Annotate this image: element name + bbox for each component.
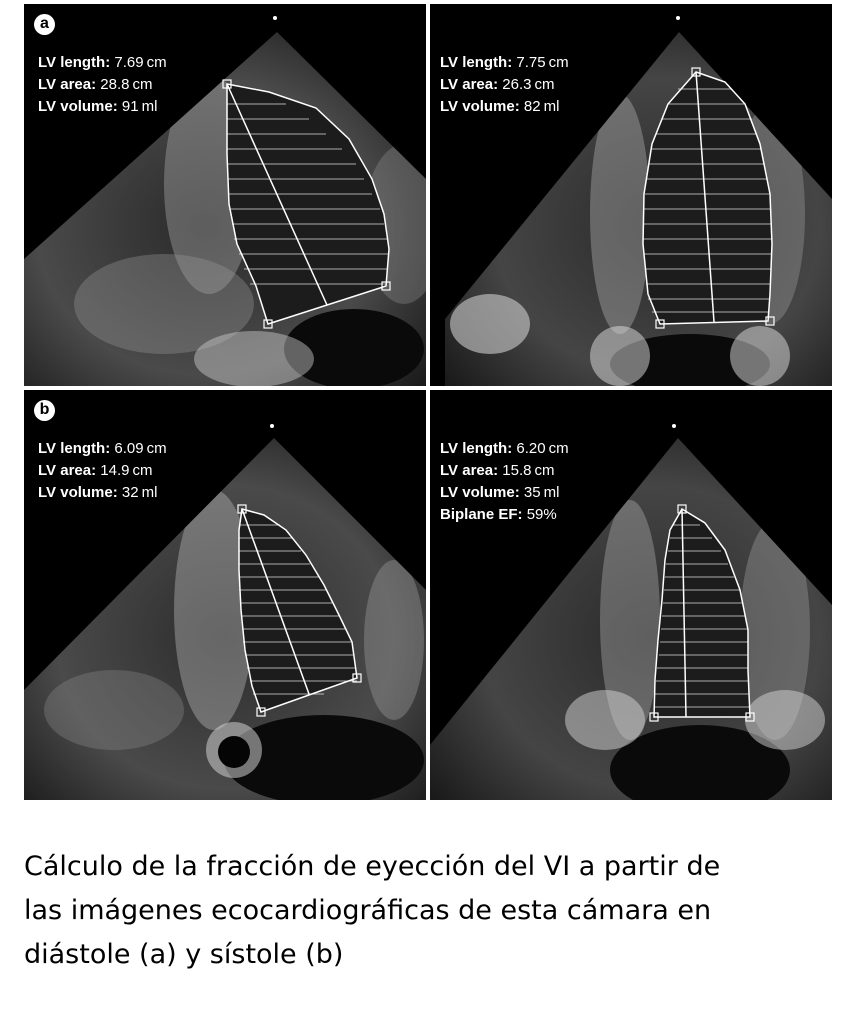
systole-right-view bbox=[430, 390, 832, 800]
lv-area-value: 26.3 cm bbox=[502, 76, 555, 93]
lv-volume-label: LV volume: bbox=[38, 98, 118, 115]
caption-line-2: las imágenes ecocardiográficas de esta cámara en bbox=[24, 895, 712, 926]
echocardiogram-figure bbox=[24, 4, 832, 800]
lv-length-label: LV length: bbox=[440, 54, 513, 71]
lv-length-value: 6.20 cm bbox=[516, 440, 569, 457]
biplane-ef-value: 59% bbox=[526, 506, 557, 523]
lv-area-value: 14.9 cm bbox=[100, 462, 153, 479]
lv-length-value: 6.09 cm bbox=[114, 440, 167, 457]
lv-length-label: LV length: bbox=[38, 54, 111, 71]
lv-length-label: LV length: bbox=[38, 440, 111, 457]
lv-area-label: LV area: bbox=[38, 462, 97, 479]
lv-volume-label: LV volume: bbox=[440, 484, 520, 501]
lv-volume-label: LV volume: bbox=[440, 98, 520, 115]
diastole-left-view bbox=[24, 4, 426, 386]
lv-area-label: LV area: bbox=[440, 76, 499, 93]
lv-volume-label: LV volume: bbox=[38, 484, 118, 501]
diastole-right-measurements bbox=[440, 52, 569, 118]
biplane-ef-label: Biplane EF: bbox=[440, 506, 523, 523]
lv-length-value: 7.75 cm bbox=[516, 54, 569, 71]
lv-length-value: 7.69 cm bbox=[114, 54, 167, 71]
lv-volume-value: 82 ml bbox=[523, 98, 560, 115]
diastole-row bbox=[24, 4, 832, 386]
caption-line-1: Cálculo de la fracción de eyección del VI a partir de bbox=[24, 851, 721, 882]
diastole-left-measurements bbox=[38, 52, 167, 118]
lv-volume-value: 35 ml bbox=[523, 484, 560, 501]
systole-left-measurements bbox=[38, 438, 167, 504]
panel-a-badge: a bbox=[34, 14, 55, 35]
lv-area-value: 15.8 cm bbox=[502, 462, 555, 479]
panel-b-badge: b bbox=[34, 400, 55, 421]
systole-right-measurements bbox=[440, 438, 569, 526]
lv-area-value: 28.8 cm bbox=[100, 76, 153, 93]
lv-volume-value: 91 ml bbox=[121, 98, 158, 115]
lv-area-label: LV area: bbox=[38, 76, 97, 93]
caption-line-3: diástole (a) y sístole (b) bbox=[24, 939, 344, 970]
systole-row bbox=[24, 390, 832, 800]
figure-caption bbox=[24, 845, 844, 977]
lv-volume-value: 32 ml bbox=[121, 484, 158, 501]
diastole-right-view bbox=[430, 4, 832, 386]
systole-left-view bbox=[24, 390, 426, 800]
lv-area-label: LV area: bbox=[440, 462, 499, 479]
lv-length-label: LV length: bbox=[440, 440, 513, 457]
